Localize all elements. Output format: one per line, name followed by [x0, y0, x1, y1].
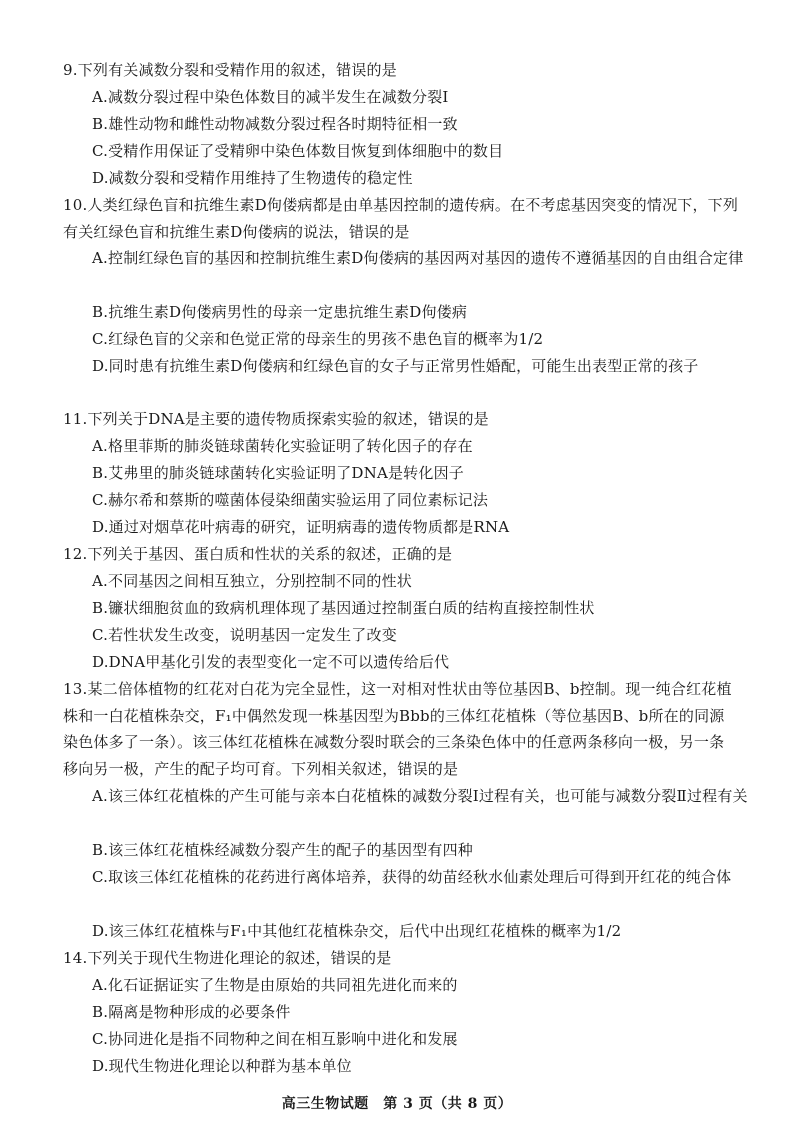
option-b: B.艾弗里的肺炎链球菌转化实验证明了DNA是转化因子 — [92, 464, 464, 482]
question-stem: 13.某二倍体植物的红花对白花为完全显性，这一对相对性状由等位基因B、b控制。现一纯合红花植株和一白花植株杂交，F₁中偶然发现一株基因型为Bbb的三体红花植株（等位基因B、b所在的同源染色体多了一条）。该三体红花植株在减数分裂时联会的三条染色体中的任意两条移向一极，另一条移向另一极，产生的配子均可育。下列相关叙述，错误的是 — [63, 680, 732, 778]
option-a: A.减数分裂过程中染色体数目的减半发生在减数分裂Ⅰ — [92, 88, 449, 106]
option-d: D.现代生物进化理论以种群为基本单位 — [92, 1057, 352, 1075]
option-a: A.该三体红花植株的产生可能与亲本白花植株的减数分裂Ⅰ过程有关，也可能与减数分裂Ⅱ过程有关 — [92, 787, 748, 805]
option-d: D.通过对烟草花叶病毒的研究，证明病毒的遗传物质都是RNA — [92, 518, 510, 536]
option-b: B.镰状细胞贫血的致病机理体现了基因通过控制蛋白质的结构直接控制性状 — [92, 599, 595, 617]
question-stem: 9.下列有关减数分裂和受精作用的叙述，错误的是 — [63, 61, 397, 79]
option-d: D.DNA甲基化引发的表型变化一定不可以遗传给后代 — [92, 653, 450, 671]
option-c: C.赫尔希和蔡斯的噬菌体侵染细菌实验运用了同位素标记法 — [92, 491, 489, 509]
option-c: C.受精作用保证了受精卵中染色体数目恢复到体细胞中的数目 — [92, 142, 504, 160]
option-c: C.红绿色盲的父亲和色觉正常的母亲生的男孩不患色盲的概率为1/2 — [92, 330, 544, 348]
option-c: C.若性状发生改变，说明基因一定发生了改变 — [92, 626, 397, 644]
option-b: B.抗维生素D佝偻病男性的母亲一定患抗维生素D佝偻病 — [92, 303, 468, 321]
option-c: C.取该三体红花植株的花药进行离体培养，获得的幼苗经秋水仙素处理后可得到开红花的纯合体 — [92, 868, 732, 886]
option-b: B.该三体红花植株经减数分裂产生的配子的基因型有四种 — [92, 841, 473, 859]
question-stem: 12.下列关于基因、蛋白质和性状的关系的叙述，正确的是 — [63, 545, 453, 563]
option-a: A.化石证据证实了生物是由原始的共同祖先进化而来的 — [92, 976, 458, 994]
option-b: B.隔离是物种形成的必要条件 — [92, 1003, 291, 1021]
option-d: D.该三体红花植株与F₁中其他红花植株杂交，后代中出现红花植株的概率为1/2 — [92, 922, 622, 940]
option-a: A.格里菲斯的肺炎链球菌转化实验证明了转化因子的存在 — [92, 437, 473, 455]
option-c: C.协同进化是指不同物种之间在相互影响中进化和发展 — [92, 1030, 458, 1048]
page-footer: 高三生物试题 第 3 页（共 8 页） — [281, 1096, 513, 1112]
option-b: B.雄性动物和雌性动物减数分裂过程各时期特征相一致 — [92, 115, 458, 133]
option-d: D.减数分裂和受精作用维持了生物遗传的稳定性 — [92, 169, 413, 187]
option-d: D.同时患有抗维生素D佝偻病和红绿色盲的女子与正常男性婚配，可能生出表型正常的孩子 — [92, 357, 699, 375]
option-a: A.控制红绿色盲的基因和控制抗维生素D佝偻病的基因两对基因的遗传不遵循基因的自由组合定律 — [92, 249, 744, 267]
question-stem: 10.人类红绿色盲和抗维生素D佝偻病都是由单基因控制的遗传病。在不考虑基因突变的情况下，下列有关红绿色盲和抗维生素D佝偻病的说法，错误的是 — [63, 196, 739, 241]
question-stem: 11.下列关于DNA是主要的遗传物质探索实验的叙述，错误的是 — [63, 410, 489, 428]
question-stem: 14.下列关于现代生物进化理论的叙述，错误的是 — [63, 949, 392, 967]
option-a: A.不同基因之间相互独立，分别控制不同的性状 — [92, 572, 413, 590]
